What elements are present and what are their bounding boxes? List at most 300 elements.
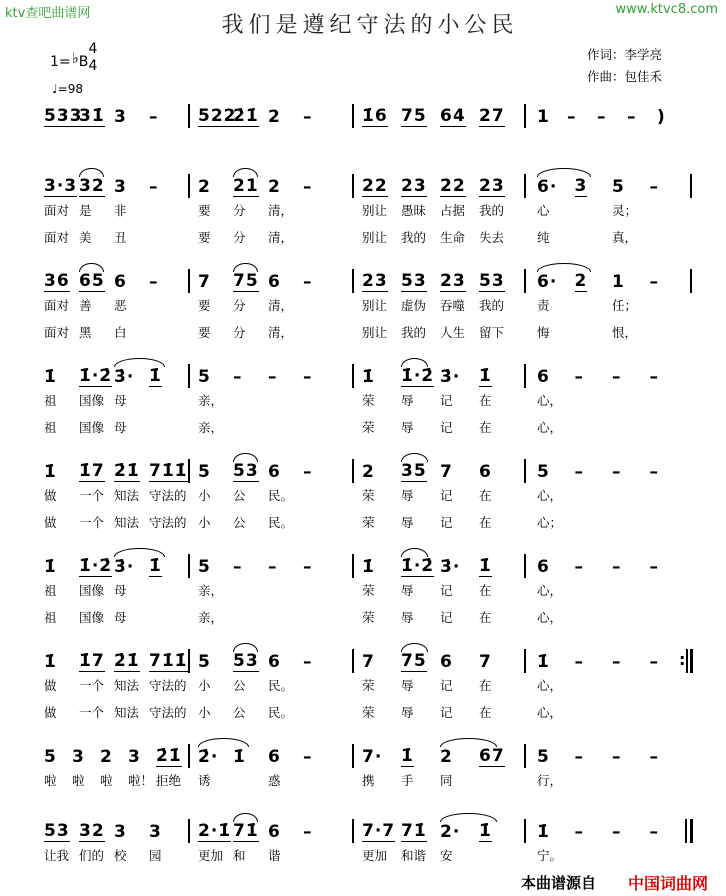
lyric-syllable	[149, 420, 184, 435]
note: –	[574, 462, 584, 482]
note: 71̇1̇	[149, 651, 188, 671]
lyric-syllable: 祖	[44, 420, 57, 435]
barline	[524, 459, 526, 483]
lyric-line	[362, 393, 518, 408]
lyric-syllable: 心，	[537, 610, 563, 625]
note: 3̇·	[114, 557, 135, 577]
beat	[401, 366, 440, 387]
beat	[128, 747, 156, 767]
lyric-syllable: 别让	[362, 325, 388, 340]
beat	[597, 107, 627, 127]
lyric-syllable: 一个	[79, 705, 105, 720]
barline	[524, 174, 526, 198]
note: –	[303, 272, 313, 292]
note: –	[303, 747, 313, 767]
note: 2	[362, 462, 375, 482]
lyric-syllable: 别让	[362, 203, 388, 218]
beat	[233, 176, 268, 197]
lyric-syllable: 母	[114, 583, 127, 598]
lyric-syllable	[650, 203, 688, 218]
note: 21	[233, 176, 259, 196]
notes-line	[362, 363, 518, 387]
song-title: 我们是遵纪守法的小公民	[221, 13, 519, 38]
slur	[233, 168, 258, 177]
beat	[72, 747, 100, 767]
lyric-syllable: 悔	[537, 325, 550, 340]
lyric-syllable: 做	[44, 678, 57, 693]
beat	[303, 107, 338, 127]
beat	[303, 177, 338, 197]
lyric-syllable: 记	[440, 393, 453, 408]
lyric-syllable: 知法	[114, 678, 140, 693]
beat	[401, 176, 440, 197]
lyric-syllable: 在	[479, 515, 492, 530]
beat	[268, 822, 303, 842]
site-url: www.ktvc8.com	[615, 2, 718, 17]
notes-line	[537, 553, 687, 577]
slur	[537, 168, 591, 177]
lyric-syllable: 白	[114, 325, 127, 340]
notes-line	[537, 818, 687, 842]
lyric-line	[362, 325, 518, 340]
lyric-syllable: 任；	[612, 298, 638, 313]
note: –	[649, 652, 659, 672]
beat	[401, 821, 440, 842]
note: 2̇·	[198, 747, 219, 767]
beat	[612, 272, 650, 292]
lyric-line	[537, 515, 687, 530]
lyric-syllable	[233, 583, 268, 598]
notes-line	[362, 553, 518, 577]
lyric-syllable: 生命	[440, 230, 466, 245]
lyric-syllable: 民。	[268, 705, 294, 720]
note: 1̇	[44, 557, 57, 577]
lyric-syllable	[303, 420, 338, 435]
note: 53	[401, 271, 427, 291]
notes-line	[198, 818, 338, 842]
measure	[362, 648, 518, 720]
time-signature-numerator: 4	[88, 41, 98, 57]
beat	[44, 652, 79, 672]
beat	[362, 176, 401, 197]
note: 23	[479, 176, 505, 196]
note: –	[303, 107, 313, 127]
beat	[44, 557, 79, 577]
lyric-syllable	[575, 393, 613, 408]
beat	[612, 557, 650, 577]
measure	[44, 743, 184, 788]
note: 75	[401, 651, 427, 671]
note: –	[303, 177, 313, 197]
slur	[401, 548, 428, 557]
note: –	[574, 822, 584, 842]
slur	[440, 813, 497, 822]
note: 32	[79, 176, 105, 196]
note: 2̇1̇	[156, 746, 182, 766]
lyric-line	[198, 298, 338, 313]
beat	[362, 106, 401, 127]
barline	[524, 819, 526, 843]
barline	[352, 744, 354, 768]
lyric-line	[537, 848, 687, 863]
note: 3	[72, 747, 85, 767]
beat	[537, 107, 567, 127]
lyric-syllable: 记	[440, 420, 453, 435]
lyric-line	[362, 583, 518, 598]
note: 5	[612, 177, 625, 197]
beat	[149, 177, 184, 197]
beat	[44, 271, 79, 292]
note: 5	[537, 462, 550, 482]
beat	[479, 821, 518, 842]
lyric-syllable	[650, 515, 688, 530]
beat	[303, 462, 338, 482]
notes-line	[537, 268, 687, 292]
lyric-syllable: 国像	[79, 610, 105, 625]
lyric-syllable: 我的	[479, 298, 505, 313]
lyric-syllable: 荣	[362, 515, 375, 530]
notes-line	[198, 458, 338, 482]
lyric-syllable	[268, 583, 303, 598]
lyric-line	[44, 203, 184, 218]
barline	[188, 554, 190, 578]
lyric-syllable	[612, 515, 650, 530]
lyric-syllable: 母	[114, 393, 127, 408]
slur	[440, 738, 497, 747]
lyric-syllable: 做	[44, 515, 57, 530]
lyric-syllable	[575, 705, 613, 720]
lyric-syllable	[612, 610, 650, 625]
lyric-line	[198, 848, 338, 863]
lyric-syllable: 面对	[44, 298, 70, 313]
note: 3̇·	[114, 367, 135, 387]
lyric-syllable	[268, 420, 303, 435]
beat	[479, 652, 518, 672]
beat	[149, 107, 184, 127]
beat	[650, 822, 688, 842]
notes-line	[44, 363, 184, 387]
lyric-syllable: 虚伪	[401, 298, 427, 313]
notes-line	[198, 648, 338, 672]
note: 1̇	[479, 556, 492, 576]
beat	[198, 106, 237, 127]
lyric-syllable: 分	[233, 325, 246, 340]
note: 71̇	[401, 821, 427, 841]
beat	[612, 822, 650, 842]
lyric-syllable	[233, 420, 268, 435]
beat	[198, 177, 233, 197]
beat	[575, 557, 613, 577]
lyric-syllable: 面对	[44, 230, 70, 245]
lyric-syllable: 园	[149, 848, 162, 863]
lyric-syllable: 祖	[44, 583, 57, 598]
measure	[44, 458, 188, 530]
lyric-syllable: 人生	[440, 325, 466, 340]
lyric-syllable	[612, 583, 650, 598]
beat	[362, 652, 401, 672]
lyric-syllable: 清，	[268, 203, 294, 218]
note: –	[149, 272, 159, 292]
measure	[537, 363, 687, 435]
lyric-syllable: 做	[44, 705, 57, 720]
lyric-syllable: 守法的	[149, 488, 187, 503]
lyric-line	[362, 705, 518, 720]
beat	[575, 747, 613, 767]
lyric-syllable: 心	[537, 203, 550, 218]
note: –	[303, 462, 313, 482]
measure	[362, 818, 518, 863]
lyric-syllable: 在	[479, 420, 492, 435]
lyric-syllable	[650, 230, 688, 245]
lyric-syllable: 丑	[114, 230, 127, 245]
note: 31̇	[79, 106, 105, 126]
beat	[44, 747, 72, 767]
lyric-line	[198, 325, 338, 340]
note: 53	[233, 461, 259, 481]
beat	[612, 177, 650, 197]
beat	[537, 367, 575, 387]
note: 23	[401, 176, 427, 196]
beat	[79, 366, 114, 387]
lyric-line	[198, 203, 338, 218]
tempo-marking: ♩=98	[52, 82, 83, 96]
lyric-syllable	[650, 773, 688, 788]
note: 53	[44, 821, 70, 841]
beat	[537, 822, 575, 842]
lyric-syllable: 真，	[612, 230, 638, 245]
beat	[537, 557, 575, 577]
lyric-syllable: 知法	[114, 488, 140, 503]
note: 6	[537, 557, 550, 577]
beat	[479, 106, 518, 127]
lyric-syllable: 纯	[537, 230, 550, 245]
lyric-line	[362, 773, 518, 788]
beat	[575, 176, 613, 197]
note: 1̇	[537, 822, 550, 842]
final-barline	[685, 819, 687, 843]
barline	[524, 744, 526, 768]
note: 3	[574, 176, 588, 196]
lyric-syllable	[233, 610, 268, 625]
lyric-syllable: 和谐	[401, 848, 427, 863]
note: 5	[198, 557, 211, 577]
barline	[524, 554, 526, 578]
note: 1	[612, 272, 625, 292]
note: 6	[268, 652, 281, 672]
measure	[537, 268, 687, 340]
beat	[79, 461, 114, 482]
beat	[575, 652, 613, 672]
lyric-syllable	[303, 705, 338, 720]
lyric-line	[198, 488, 338, 503]
lyric-syllable	[303, 203, 338, 218]
note: 32	[79, 821, 105, 841]
beat	[79, 176, 114, 197]
beat	[44, 821, 79, 842]
lyric-syllable: 一个	[79, 678, 105, 693]
beat	[198, 462, 233, 482]
note: –	[149, 107, 159, 127]
lyric-syllable: 记	[440, 610, 453, 625]
note: 1̇	[479, 821, 492, 841]
lyric-syllable: 亲，	[198, 610, 224, 625]
lyric-syllable: 小	[198, 515, 211, 530]
measure	[537, 818, 687, 863]
lyric-syllable: 民。	[268, 678, 294, 693]
lyric-syllable	[650, 298, 688, 313]
beat	[362, 271, 401, 292]
note: –	[612, 367, 622, 387]
beat	[650, 462, 688, 482]
key-tonic: 1=	[50, 54, 71, 70]
beat	[401, 651, 440, 672]
note: –	[649, 747, 659, 767]
notes-line	[198, 743, 338, 767]
lyric-syllable: 记	[440, 488, 453, 503]
lyric-syllable: 亲，	[198, 420, 224, 435]
lyric-syllable: 心，	[537, 678, 563, 693]
beat	[303, 272, 338, 292]
lyric-syllable: 非	[114, 203, 127, 218]
slur	[233, 263, 258, 272]
notes-line	[44, 268, 184, 292]
beat	[198, 272, 233, 292]
barline	[524, 269, 526, 293]
lyric-syllable	[575, 515, 613, 530]
notes-line	[537, 363, 687, 387]
lyric-syllable: 校	[114, 848, 127, 863]
beat	[657, 107, 687, 127]
notes-line	[362, 173, 518, 197]
beat	[650, 747, 688, 767]
lyric-syllable	[149, 203, 184, 218]
lyric-line	[198, 678, 338, 693]
lyric-syllable	[612, 420, 650, 435]
note: 6	[268, 747, 281, 767]
lyric-syllable: 一个	[79, 515, 105, 530]
lyric-syllable	[303, 298, 338, 313]
note: 2	[268, 107, 281, 127]
note: 1̇	[479, 366, 492, 386]
lyric-syllable: 辱	[401, 488, 414, 503]
lyric-syllable: 守法的	[149, 705, 187, 720]
lyric-syllable: 清，	[268, 325, 294, 340]
beat	[114, 107, 149, 127]
lyric-syllable: 荣	[362, 678, 375, 693]
beat	[149, 272, 184, 292]
lyric-syllable: 在	[479, 583, 492, 598]
note: 2̇1̇	[114, 651, 140, 671]
measure	[198, 103, 338, 127]
lyric-line	[198, 230, 338, 245]
lyric-syllable	[650, 420, 688, 435]
note: –	[268, 367, 278, 387]
beat	[401, 556, 440, 577]
lyric-syllable: 公	[233, 678, 246, 693]
lyric-syllable: 清，	[268, 230, 294, 245]
lyric-syllable: 辱	[401, 705, 414, 720]
lyric-syllable: 携	[362, 773, 375, 788]
note: 1̇7	[79, 461, 105, 481]
lyric-line	[537, 773, 687, 788]
lyric-syllable	[479, 848, 518, 863]
lyric-syllable: 愚昧	[401, 203, 427, 218]
lyric-syllable: 啦	[100, 773, 113, 788]
beat	[233, 461, 268, 482]
beat	[303, 652, 338, 672]
beat	[44, 462, 79, 482]
beat	[479, 462, 518, 482]
beat	[149, 651, 188, 672]
lyric-line	[362, 298, 518, 313]
measure	[537, 173, 687, 245]
lyric-syllable	[612, 773, 650, 788]
lyric-syllable: 占据	[440, 203, 466, 218]
note: 3	[114, 107, 127, 127]
slur	[401, 453, 428, 462]
lyric-syllable: 灵；	[612, 203, 638, 218]
beat	[575, 271, 613, 292]
note: 5	[537, 747, 550, 767]
beat	[100, 747, 128, 767]
lyric-syllable: 我的	[479, 203, 505, 218]
flat-sign-icon: ♭	[71, 49, 79, 67]
note: 23	[362, 271, 388, 291]
note: –	[303, 557, 313, 577]
lyric-syllable	[575, 203, 613, 218]
beat	[362, 557, 401, 577]
lyric-syllable: 记	[440, 678, 453, 693]
beat	[575, 462, 613, 482]
notes-line	[537, 648, 687, 672]
note: 6·	[537, 272, 558, 292]
lyric-syllable	[303, 773, 338, 788]
lyric-line	[44, 583, 184, 598]
lyric-syllable: 要	[198, 230, 211, 245]
lyric-syllable: 啦！	[128, 773, 154, 788]
note: 1̇	[149, 556, 162, 576]
barline	[188, 649, 190, 673]
beat	[537, 462, 575, 482]
time-signature-denominator: 4	[88, 58, 98, 74]
notes-line	[44, 103, 184, 127]
beat	[479, 271, 518, 292]
note: 36	[44, 271, 70, 291]
measure	[198, 553, 338, 625]
lyric-line	[44, 705, 187, 720]
lyric-syllable	[479, 773, 518, 788]
notes-line	[362, 268, 518, 292]
beat	[479, 746, 518, 767]
lyric-syllable: 同	[440, 773, 453, 788]
lyric-syllable	[612, 848, 650, 863]
lyric-line	[198, 515, 338, 530]
notes-line	[44, 648, 188, 672]
lyric-syllable: 守法的	[149, 515, 187, 530]
lyric-syllable	[303, 678, 338, 693]
beat	[44, 176, 79, 197]
note: 22	[362, 176, 388, 196]
note: –	[303, 822, 313, 842]
composer-credit: 作曲：包佳禾	[587, 69, 663, 84]
lyric-syllable: 心，	[537, 705, 563, 720]
note: –	[649, 822, 659, 842]
note: 2̇1̇	[114, 461, 140, 481]
note: 6	[479, 462, 492, 482]
lyric-syllable	[575, 610, 613, 625]
lyric-syllable: 更加	[362, 848, 388, 863]
lyric-line	[44, 325, 184, 340]
